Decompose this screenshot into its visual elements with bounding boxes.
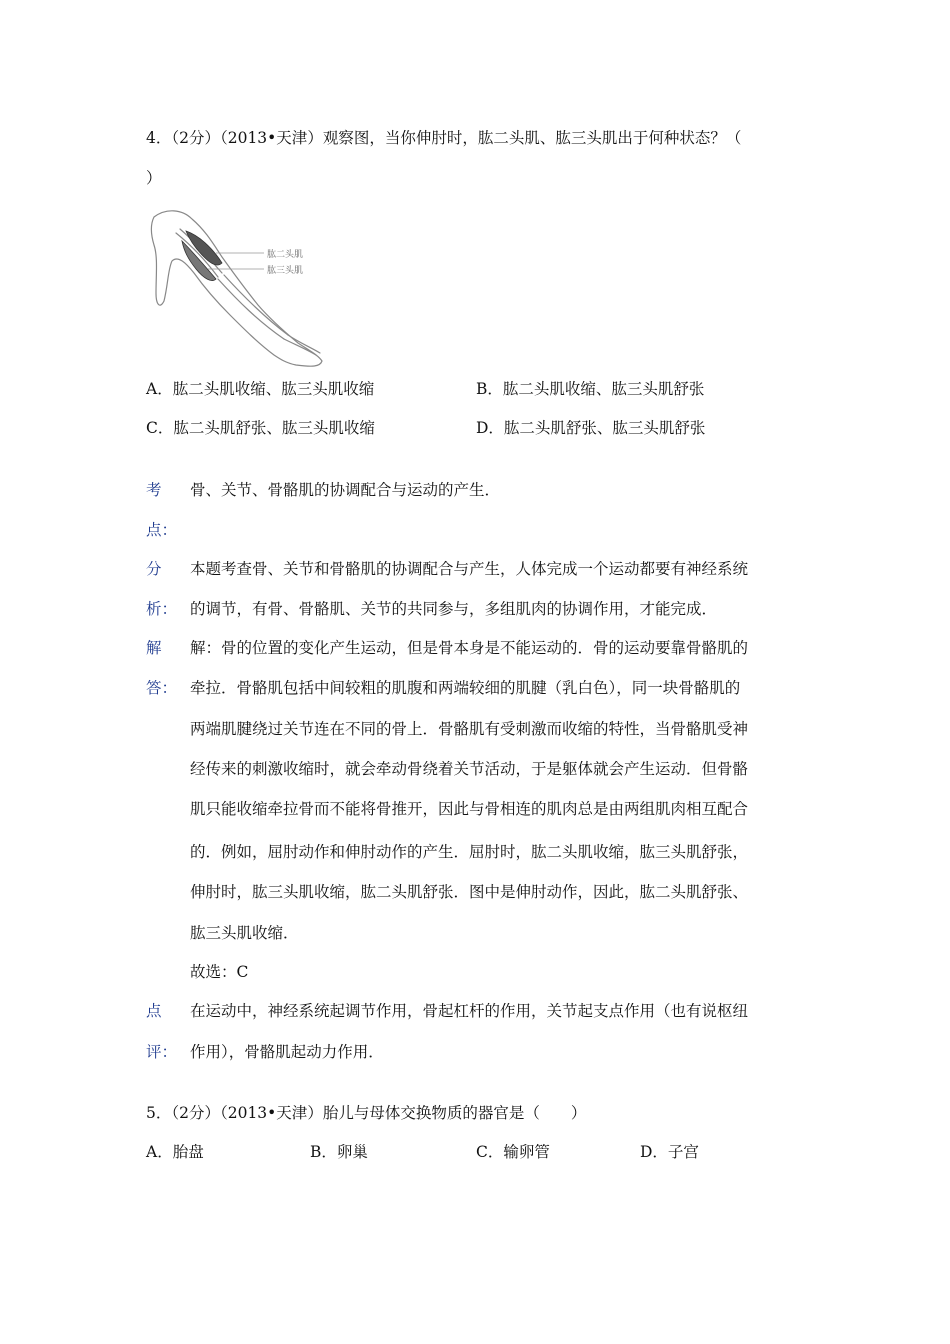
q4-option-b: B．肱二头肌收缩、肱三头肌舒张 (476, 380, 705, 398)
q5-stem: 5．（2分）（2013•天津）胎儿与母体交换物质的器官是（ ） (146, 1104, 587, 1122)
jieda-label-1: 解 (146, 639, 162, 657)
arm-muscle-figure (146, 205, 336, 370)
kaodian-text: 骨、关节、骨骼肌的协调配合与运动的产生． (190, 481, 501, 499)
dianping-label-2: 评： (146, 1043, 178, 1061)
figure-label-biceps: 肱二头肌 (267, 250, 304, 260)
q4-option-c: C．肱二头肌舒张、肱三头肌收缩 (146, 419, 375, 437)
jieda-answer: 故选：C (190, 963, 249, 981)
q5-option-a: A．胎盘 (146, 1143, 204, 1161)
fenxi-label-2: 析： (146, 600, 178, 618)
q5-option-d: D．子宫 (640, 1143, 699, 1161)
jieda-line: 肱三头肌收缩． (190, 924, 299, 942)
dianping-label-1: 点 (146, 1002, 162, 1020)
jieda-line: 经传来的刺激收缩时，就会牵动骨绕着关节活动，于是躯体就会产生运动．但骨骼 (190, 760, 749, 778)
fenxi-line: 的调节，有骨、骨骼肌、关节的共同参与，多组肌肉的协调作用，才能完成． (190, 600, 718, 618)
fenxi-label-1: 分 (146, 560, 162, 578)
jieda-line: 的．例如，屈肘动作和伸肘动作的产生．屈肘时，肱二头肌收缩，肱三头肌舒张， (190, 843, 749, 861)
q4-stem-line-1: 4．（2分）（2013•天津）观察图，当你伸肘时，肱二头肌、肱三头肌出于何种状态？（ (146, 129, 742, 147)
kaodian-label-2: 点： (146, 521, 178, 539)
q4-stem-line-2: ） (146, 169, 162, 187)
dianping-line: 在运动中，神经系统起调节作用，骨起杠杆的作用，关节起支点作用（也有说枢纽 (190, 1002, 749, 1020)
fenxi-line: 本题考查骨、关节和骨骼肌的协调配合与产生，人体完成一个运动都要有神经系统 (190, 560, 749, 578)
jieda-line: 两端肌腱绕过关节连在不同的骨上．骨骼肌有受刺激而收缩的特性，当骨骼肌受神 (190, 720, 749, 738)
q4-option-a: A．肱二头肌收缩、肱三头肌收缩 (146, 380, 375, 398)
jieda-line: 肌只能收缩牵拉骨而不能将骨推开，因此与骨相连的肌肉总是由两组肌肉相互配合 (190, 800, 749, 818)
q4-option-d: D．肱二头肌舒张、肱三头肌舒张 (476, 419, 706, 437)
figure-label-triceps: 肱三头肌 (267, 266, 304, 276)
jieda-line: 牵拉．骨骼肌包括中间较粗的肌腹和两端较细的肌腱（乳白色），同一块骨骼肌的 (190, 679, 741, 697)
kaodian-label-1: 考 (146, 481, 162, 499)
jieda-line: 伸肘时，肱三头肌收缩，肱二头肌舒张．图中是伸肘动作，因此，肱二头肌舒张、 (190, 883, 749, 901)
q5-option-c: C．输卵管 (476, 1143, 550, 1161)
dianping-line: 作用），骨骼肌起动力作用． (190, 1043, 384, 1061)
jieda-line: 解：骨的位置的变化产生运动，但是骨本身是不能运动的．骨的运动要靠骨骼肌的 (190, 639, 749, 657)
jieda-label-2: 答： (146, 679, 178, 697)
q5-option-b: B．卵巢 (310, 1143, 368, 1161)
